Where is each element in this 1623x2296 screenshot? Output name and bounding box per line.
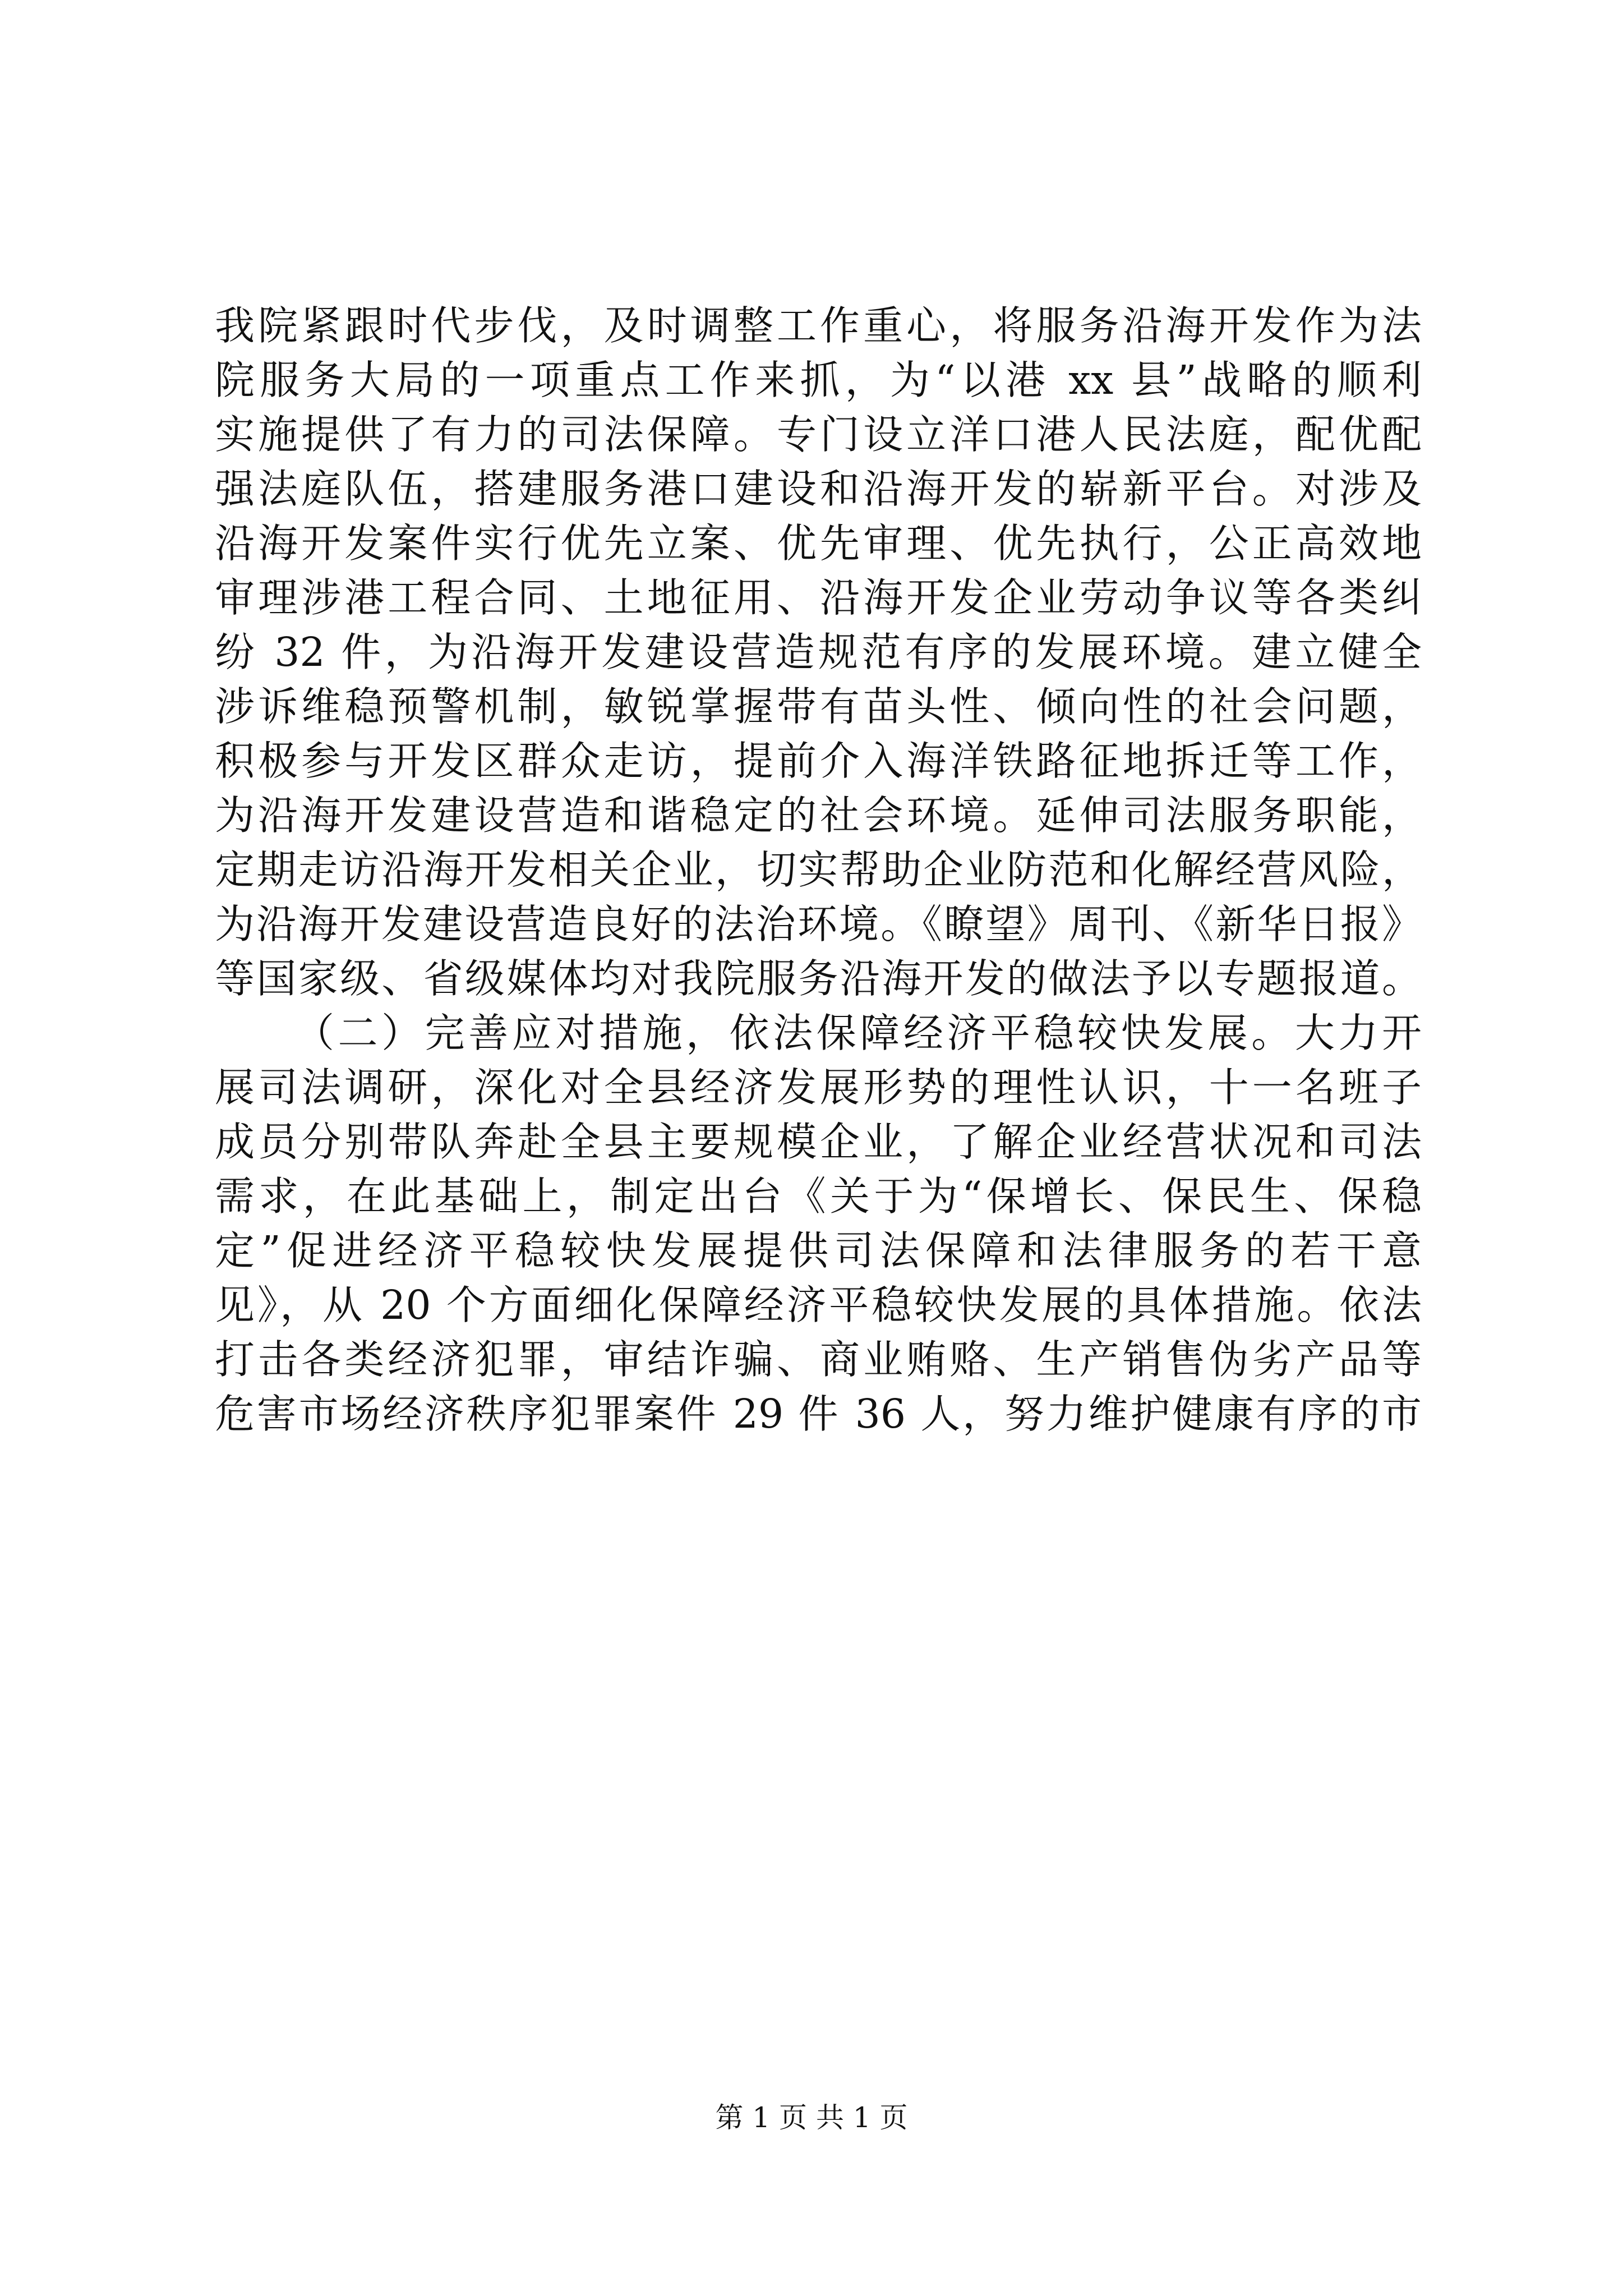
- text-line: 需求，在此基础上，制定出台《关于为“保增长、保民生、保稳: [215, 1173, 1422, 1220]
- text-line: 等国家级、省级媒体均对我院服务沿海开发的做法予以专题报道。: [215, 955, 1422, 1002]
- text-line: 积极参与开发区群众走访，提前介入海洋铁路征地拆迁等工作，: [215, 738, 1422, 784]
- text-line: 实施提供了有力的司法保障。专门设立洋口港人民法庭，配优配: [215, 411, 1422, 458]
- section-heading-line: （二）完善应对措施，依法保障经济平稳较快发展。大力开: [294, 1010, 1422, 1056]
- text-line: 打击各类经济犯罪，审结诈骗、商业贿赂、生产销售伪劣产品等: [215, 1336, 1422, 1383]
- text-line: 定”促进经济平稳较快发展提供司法保障和法律服务的若干意: [215, 1227, 1422, 1274]
- text-line: 纷 32 件，为沿海开发建设营造规范有序的发展环境。建立健全: [215, 629, 1422, 675]
- text-line: 为沿海开发建设营造和谐稳定的社会环境。延伸司法服务职能，: [215, 792, 1422, 839]
- text-line: 定期走访沿海开发相关企业，切实帮助企业防范和化解经营风险，: [215, 846, 1422, 893]
- text-line: 成员分别带队奔赴全县主要规模企业，了解企业经营状况和司法: [215, 1119, 1422, 1165]
- text-line: 审理涉港工程合同、土地征用、沿海开发企业劳动争议等各类纠: [215, 574, 1422, 621]
- text-line: 见》，从 20 个方面细化保障经济平稳较快发展的具体措施。依法: [215, 1282, 1422, 1328]
- body-text: [215, 298, 1422, 1441]
- text-line: 危害市场经济秩序犯罪案件 29 件 36 人，努力维护健康有序的市: [215, 1391, 1422, 1437]
- text-line: 涉诉维稳预警机制，敏锐掌握带有苗头性、倾向性的社会问题，: [215, 683, 1422, 730]
- text-line: 院服务大局的一项重点工作来抓，为“以港 xx 县”战略的顺利: [215, 357, 1422, 403]
- text-line: 沿海开发案件实行优先立案、优先审理、优先执行，公正高效地: [215, 520, 1422, 567]
- text-line: 展司法调研，深化对全县经济发展形势的理性认识，十一名班子: [215, 1064, 1422, 1111]
- text-line: 我院紧跟时代步伐，及时调整工作重心，将服务沿海开发作为法: [215, 302, 1422, 349]
- text-line: 强法庭队伍，搭建服务港口建设和沿海开发的崭新平台。对涉及: [215, 466, 1422, 512]
- text-line: 为沿海开发建设营造良好的法治环境。《瞭望》周刊、《新华日报》: [215, 901, 1422, 947]
- page-footer: 第 1 页 共 1 页: [715, 2101, 908, 2134]
